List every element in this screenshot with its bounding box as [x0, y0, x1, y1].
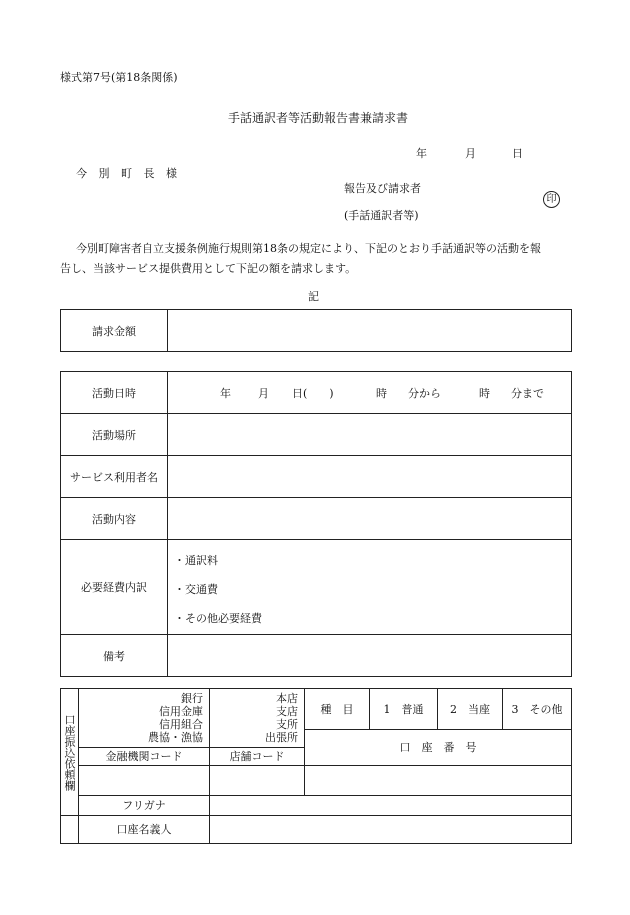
ki-label: 記 — [308, 290, 319, 303]
expense-item: ・通訳料 — [174, 554, 218, 567]
institution-type: 銀行 — [181, 692, 203, 705]
seal-mark: 印 — [543, 191, 560, 208]
furigana-label: フリガナ — [79, 796, 210, 816]
branch-code-label: 店舗コード — [210, 748, 305, 766]
activity-datetime-field[interactable] — [168, 372, 572, 414]
institution-code-field[interactable] — [79, 766, 210, 796]
account-type-option[interactable]: 3 その他 — [503, 689, 572, 730]
institution-code-label: 金融機関コード — [79, 748, 210, 766]
remarks-label: 備考 — [61, 635, 168, 677]
body-line-1: 今別町障害者自立支援条例施行規則第18条の規定により、下記のとおり手話通訳等の活動を報 — [76, 242, 541, 255]
datetime-min-start: 分から — [408, 387, 441, 400]
body-line-2: 告し、当該サービス提供費用として下記の額を請求します。 — [60, 262, 357, 275]
account-type-option[interactable]: 1 普通 — [370, 689, 438, 730]
activity-content-field[interactable] — [168, 498, 572, 540]
claim-amount-label: 請求金額 — [61, 310, 168, 352]
institution-type: 信用金庫 — [159, 705, 203, 718]
datetime-hour-start: 時 — [376, 387, 387, 400]
expense-label: 必要経費内訳 — [61, 540, 168, 635]
branch-type: 出張所 — [265, 731, 298, 744]
institution-type: 農協・漁協 — [148, 731, 203, 744]
furigana-field[interactable] — [210, 796, 572, 816]
datetime-month: 月 — [258, 387, 269, 400]
form-number: 様式第7号(第18条関係) — [60, 71, 178, 84]
datetime-min-end: 分まで — [511, 387, 544, 400]
claim-amount-field[interactable] — [168, 310, 572, 352]
branch-type: 本店 — [276, 692, 298, 705]
account-number-field[interactable] — [305, 766, 572, 796]
account-holder-field[interactable] — [210, 816, 572, 844]
branch-type: 支店 — [276, 705, 298, 718]
activity-place-label: 活動場所 — [61, 414, 168, 456]
account-holder-label: 口座名義人 — [79, 816, 210, 844]
account-type-option[interactable]: 2 当座 — [438, 689, 503, 730]
document-title: 手話通訳者等活動報告書兼請求書 — [228, 111, 409, 125]
institution-type: 信用組合 — [159, 718, 203, 731]
activity-table — [60, 371, 572, 677]
datetime-day: 日( ) — [292, 387, 334, 400]
expense-item: ・交通費 — [174, 583, 218, 596]
claim-table — [60, 309, 572, 352]
account-type-label: 種 目 — [305, 689, 370, 730]
addressee: 今 別 町 長 様 — [76, 167, 181, 180]
service-user-field[interactable] — [168, 456, 572, 498]
account-number-label: 口 座 番 号 — [305, 730, 572, 766]
branch-code-field[interactable] — [210, 766, 305, 796]
activity-content-label: 活動内容 — [61, 498, 168, 540]
institution-type-cell[interactable] — [79, 689, 210, 748]
activity-datetime-label: 活動日時 — [61, 372, 168, 414]
date-day-label: 日 — [512, 147, 523, 160]
reporter-label: 報告及び請求者 — [344, 182, 421, 195]
reporter-sub-label: (手話通訳者等) — [344, 209, 419, 222]
bank-side-label: 口座振込依頼欄 — [63, 713, 76, 791]
date-month-label: 月 — [465, 147, 476, 160]
datetime-year: 年 — [220, 387, 231, 400]
datetime-hour-end: 時 — [479, 387, 490, 400]
service-user-label: サービス利用者名 — [61, 456, 168, 498]
branch-type-cell[interactable] — [210, 689, 305, 748]
expense-item: ・その他必要経費 — [174, 612, 262, 625]
remarks-field[interactable] — [168, 635, 572, 677]
bank-side-blank — [61, 816, 79, 844]
branch-type: 支所 — [276, 718, 298, 731]
activity-place-field[interactable] — [168, 414, 572, 456]
bank-side-label-cell — [61, 689, 79, 816]
expense-field[interactable] — [168, 540, 572, 635]
date-year-label: 年 — [416, 147, 427, 160]
bank-transfer-table — [60, 688, 572, 844]
